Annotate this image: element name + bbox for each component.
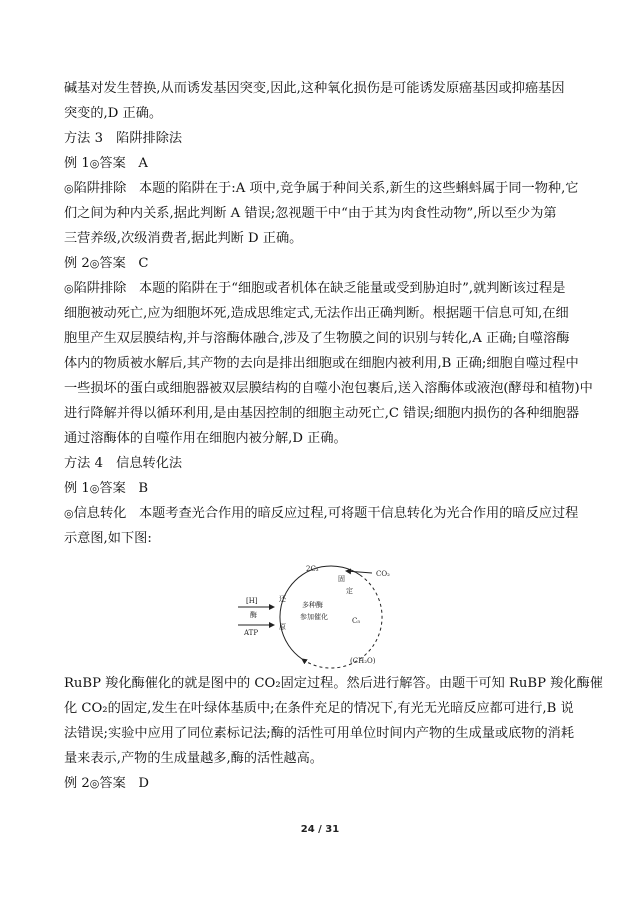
answer-label: 答案: [99, 156, 126, 171]
document-body: [64, 76, 603, 796]
method-tag: 信息转化: [73, 506, 127, 521]
answer-label: 答案: [99, 481, 126, 496]
reduction-label-1: 还: [279, 595, 286, 603]
example-label: 例 2: [64, 256, 90, 271]
example-1-answer-b: [64, 476, 584, 501]
text-line: 们之间为种内关系,据此判断 A 错误;忽视题干中“由于其为肉食性动物”,所以至少为第: [64, 206, 557, 221]
explanation-marker-icon: ◎: [64, 282, 74, 295]
text-line: 化 CO₂的固定,发生在叶绿体基质中;在条件充足的情况下,有光无光暗反应都可进行,B 说: [64, 701, 574, 716]
method-4-heading: 方法 4 信息转化法: [64, 456, 183, 471]
atp-label: ATP: [244, 629, 259, 637]
example-label: 例 1: [64, 481, 90, 496]
example-2-answer-d: [64, 771, 584, 796]
calvin-cycle-diagram: [224, 559, 424, 669]
explanation-marker-icon: ◎: [64, 507, 74, 520]
answer-label: 答案: [99, 256, 126, 271]
c5-label: C₅: [352, 617, 361, 625]
text-line: 胞里产生双层膜结构,并与溶酶体融合,涉及了生物膜之间的识别与转化,A 正确;自噬溶酶: [64, 331, 570, 346]
answer-marker-icon: ◎: [89, 482, 100, 495]
text-line: 示意图,如下图:: [64, 531, 152, 546]
answer-marker-icon: ◎: [89, 157, 100, 170]
page-number: 24 / 31: [300, 824, 340, 835]
example-label: 例 1: [64, 156, 90, 171]
answer-marker-icon: ◎: [89, 257, 100, 270]
explanation-marker-icon: ◎: [64, 182, 74, 195]
answer-value: B: [138, 481, 149, 496]
explanation-text: 本题的陷阱在于:A 项中,竞争属于种间关系,新生的这些蝌蚪属于同一物种,它: [138, 181, 579, 196]
method-tag: 陷阱排除: [73, 281, 127, 296]
explanation-line: [64, 176, 584, 201]
text-line: 三营养级,次级消费者,据此判断 D 正确。: [64, 231, 303, 246]
answer-label: 答案: [99, 776, 126, 791]
ch2o-label: (CH₂O): [350, 657, 376, 665]
cycle-dashed-arc: [302, 575, 382, 668]
text-line: 进行降解并得以循环利用,是由基因控制的细胞主动死亡,C 错误;细胞内损伤的各种细胞器: [64, 406, 580, 421]
text-line: 法错误;实验中应用了同位素标记法;酶的活性可用单位时间内产物的生成量或底物的消耗: [64, 726, 575, 741]
enzymes-label-2: 参加催化: [300, 613, 328, 621]
reduction-label-2: 原: [279, 623, 286, 631]
co2-arrow: [346, 571, 372, 573]
enzymes-label-1: 多种酶: [302, 601, 323, 609]
enzyme-label: 酶: [250, 611, 257, 619]
explanation-text: 本题考查光合作用的暗反应过程,可将题干信息转化为光合作用的暗反应过程: [138, 506, 579, 521]
method-3-heading: 方法 3 陷阱排除法: [64, 131, 183, 146]
text-line: 通过溶酶体的自噬作用在细胞内被分解,D 正确。: [64, 431, 347, 446]
h-label: [H]: [246, 597, 258, 605]
text-line: 碱基对发生替换,从而诱发基因突变,因此,这种氧化损伤是可能诱发原癌基因或抑癌基因: [64, 81, 565, 96]
text-line: 细胞被动死亡,应为细胞坏死,造成思维定式,无法作出正确判断。根据题干信息可知,在细: [64, 306, 569, 321]
text-line: 量来表示,产物的生成量越多,酶的活性越高。: [64, 751, 323, 766]
example-1-answer-a: [64, 151, 584, 176]
fixation-label-1: 固: [338, 575, 345, 583]
fixation-label-2: 定: [346, 587, 353, 595]
text-line: 体内的物质被水解后,其产物的去向是排出细胞或在细胞内被利用,B 正确;细胞自噬过程中: [64, 356, 579, 371]
explanation-line: [64, 276, 584, 301]
co2-label: CO₂: [376, 570, 390, 578]
answer-marker-icon: ◎: [89, 777, 100, 790]
answer-value: A: [138, 156, 148, 171]
answer-value: D: [138, 776, 149, 791]
method-tag: 陷阱排除: [73, 181, 127, 196]
example-2-answer-c: [64, 251, 584, 276]
text-line: RuBP 羧化酶催化的就是图中的 CO₂固定过程。然后进行解答。由题干可知 RuBP 羧化酶催: [64, 676, 603, 691]
explanation-line: [64, 501, 584, 526]
example-label: 例 2: [64, 776, 90, 791]
text-line: 一些损坏的蛋白或细胞器被双层膜结构的自噬小泡包裹后,送入溶酶体或液泡(酵母和植物)中: [64, 381, 593, 396]
answer-value: C: [138, 256, 149, 271]
c2-label: 2C₃: [306, 565, 319, 573]
text-line: 突变的,D 正确。: [64, 106, 163, 121]
explanation-text: 本题的陷阱在于“细胞或者机体在缺乏能量或受到胁迫时”,就判断该过程是: [138, 281, 566, 296]
